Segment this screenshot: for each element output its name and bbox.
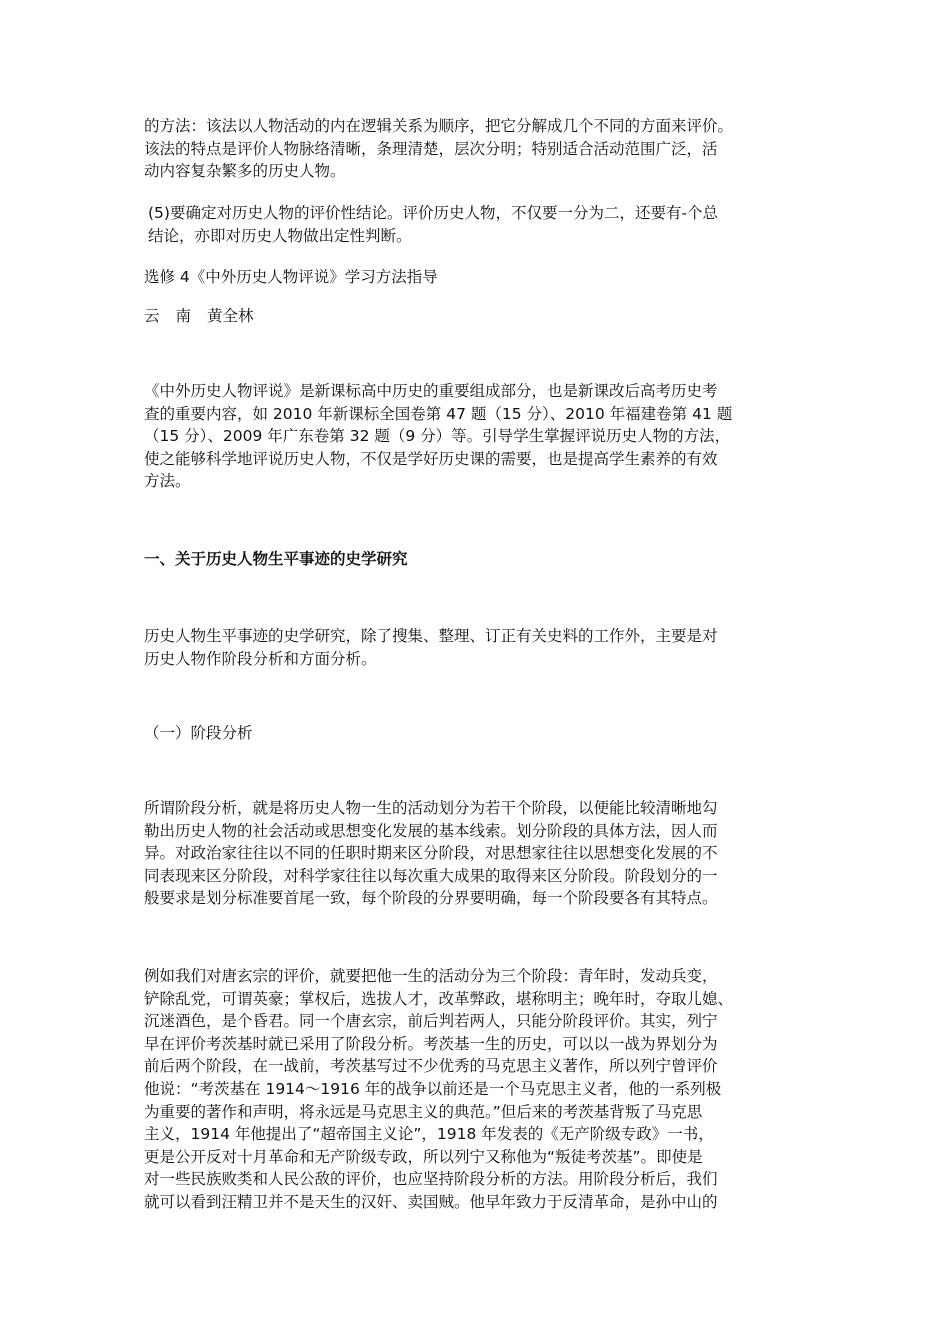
text-line: （一）阶段分析 [144, 724, 253, 742]
text-line: 结论，亦即对历史人物做出定性判断。 [148, 226, 412, 245]
text-line: 一、关于历史人物生平事迹的史学研究 [144, 550, 408, 568]
author-region-1: 云 [144, 307, 160, 325]
text-line: 就可以看到汪精卫并不是天生的汉奸、卖国贼。他早年致力于反清革命，是孙中山的 [144, 1192, 718, 1211]
text-line: 为重要的著作和声明，将永远是马克思主义的典范。”但后来的考茨基背叛了马克思 [144, 1102, 703, 1121]
text-line: （15 分）、2009 年广东卷第 32 题（9 分）等。引导学生掌握评说历史人物的方法， [144, 427, 731, 446]
author-line [144, 305, 812, 328]
text-line: 异。对政治家往往以不同的任职时期来区分阶段，对思想家往往以思想变化发展的不 [144, 844, 718, 863]
text-line: 主义，1914 年他提出了“超帝国主义论”，1918 年发表的《无产阶级专政》一书， [144, 1125, 714, 1144]
author-name: 黄全林 [207, 307, 254, 325]
text-line: 查的重要内容，如 2010 年新课标全国卷第 47 题（15 分）、2010 年福建卷第 41 题 [144, 404, 733, 423]
text-line: 前后两个阶段，在一战前，考茨基写过不少优秀的马克思主义著作，所以列宁曾评价 [144, 1057, 718, 1076]
text-line: 对一些民族败类和人民公敌的评价，也应坚持阶段分析的方法。用阶段分析后，我们 [144, 1170, 718, 1189]
text-line: 例如我们对唐玄宗的评价，就要把他一生的活动分为三个阶段：青年时，发动兵变， [144, 967, 718, 985]
text-line: 早在评价考茨基时就已采用了阶段分析。考茨基一生的历史，可以以一战为界划分为 [144, 1034, 718, 1053]
text-line: 使之能够科学地评说历史人物，不仅是学好历史课的需要，也是提高学生素养的有效 [144, 449, 718, 468]
subsection-heading [144, 722, 812, 745]
text-line: 沉迷酒色，是个昏君。同一个唐玄宗，前后判若两人，只能分阶段评价。其实，列宁 [144, 1012, 718, 1031]
text-line: 历史人物作阶段分析和方面分析。 [144, 649, 377, 668]
paragraph-introduction [144, 380, 812, 493]
text-line: 勒出历史人物的社会活动或思想变化发展的基本线索。划分阶段的具体方法，因人而 [144, 821, 718, 840]
text-line: 的方法：该法以人物活动的内在逻辑关系为顺序，把它分解成几个不同的方面来评价。 [144, 117, 734, 135]
text-line: 他说：“考茨基在 1914～1916 年的战争以前还是一个马克思主义者，他的一系列极 [144, 1079, 722, 1098]
text-line: 同表现来区分阶段，对科学家往往以每次重大成果的取得来区分阶段。阶段划分的一 [144, 866, 718, 885]
text-line: 所谓阶段分析，就是将历史人物一生的活动划分为若干个阶段，以便能比较清晰地勾 [144, 799, 718, 817]
text-line: 般要求是划分标准要首尾一致，每个阶段的分界要明确，每一个阶段要各有其特点。 [144, 889, 718, 908]
paragraph-examples [144, 965, 812, 1214]
text-line: 铲除乱党，可谓英豪；掌权后，选拔人才，改革弊政，堪称明主；晚年时，夺取儿媳、 [144, 989, 734, 1008]
text-line: 方法。 [144, 472, 191, 491]
paragraph-conclusion-point [148, 202, 816, 247]
text-line: 《中外历史人物评说》是新课标高中历史的重要组成部分，也是新课改后高考历史考 [144, 382, 718, 400]
article-title [144, 266, 812, 289]
text-line: 选修 4《中外历史人物评说》学习方法指导 [144, 268, 438, 286]
paragraph-stage-analysis [144, 797, 812, 910]
section-heading [144, 548, 812, 571]
text-line: 历史人物生平事迹的史学研究，除了搜集、整理、订正有关史料的工作外，主要是对 [144, 627, 718, 645]
text-line: (5)要确定对历史人物的评价性结论。评价历史人物，不仅要一分为二，还要有-个总 [148, 204, 719, 222]
paragraph-section-intro [144, 625, 812, 670]
text-line: 更是公开反对十月革命和无产阶级专政，所以列宁又称他为“叛徒考茨基”。即使是 [144, 1147, 703, 1166]
paragraph-method-description [144, 115, 812, 183]
text-line: 动内容复杂繁多的历史人物。 [144, 162, 346, 181]
text-line: 该法的特点是评价人物脉络清晰，条理清楚，层次分明；特别适合活动范围广泛，活 [144, 139, 718, 158]
author-region-2: 南 [175, 307, 192, 325]
